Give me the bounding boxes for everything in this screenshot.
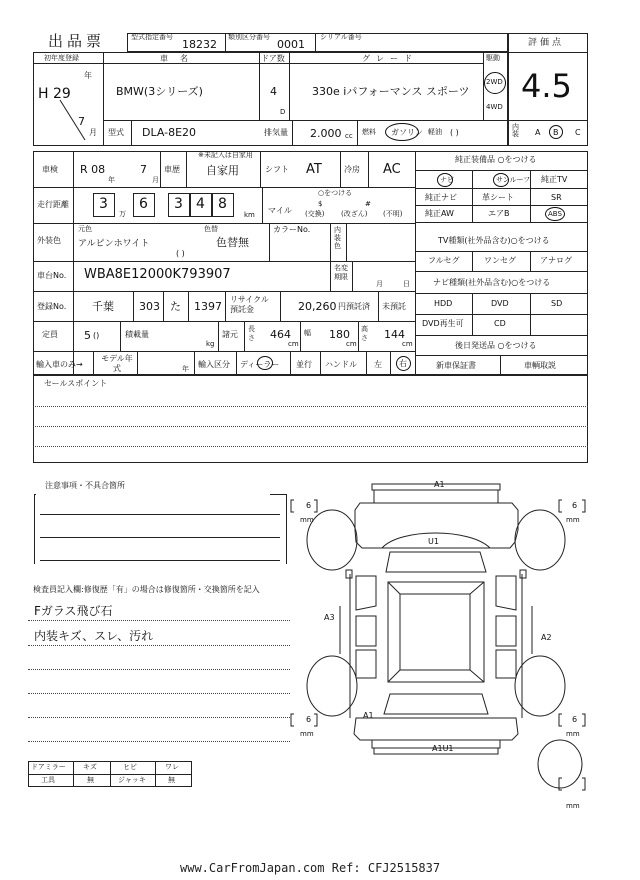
navi-hdd: HDD [434,299,453,308]
tire-rr-mm: mm [566,730,580,738]
fuel-label: 燃料 [362,128,376,136]
usage-note: ※未記入は自家用 [198,151,253,159]
name-change-label: 名変期限 [334,264,348,281]
interior-grade-b: B [553,128,559,137]
mileage-digit-5: 8 [218,196,227,212]
equip-tv: 純正TV [541,175,568,184]
ac: AC [383,162,401,177]
dims-label: 諸元 [222,330,238,339]
equipment-title: 純正装備品 ○をつける [455,155,537,164]
import-dealer: ディーラー [240,360,280,369]
serial-label: シリアル番号 [320,33,362,41]
tv-oneseg: ワンセグ [484,256,516,265]
vin-label: 車台No. [37,271,67,280]
drive-label: 駆動 [486,54,500,62]
len: 464 [270,328,291,341]
legend-scratch: キズ [83,763,97,771]
doors: 4 [270,85,277,98]
notes-label: 注意事項・不具合箇所 [45,481,125,490]
interior-grade-c: C [575,128,581,137]
import-category-label: 輸入区分 [198,360,230,369]
color-original: アルピンホワイト [78,239,150,249]
wid-cm: cm [346,340,357,348]
drive-2wd: 2WD [486,78,503,86]
color-repaint: 色替無 [216,236,249,249]
import-dealer-circle [257,356,273,370]
registration-label: 登録No. [37,302,67,311]
footer-reference: www.CarFromJapan.com Ref: CFJ2515837 [180,861,441,875]
mileage-circle-note: ○をつける [318,189,353,197]
tv-title: TV種類(社外品含む)○をつける [438,236,550,245]
tire-fl-mm: mm [300,516,314,524]
color-repaint-paren: ( ) [176,249,185,258]
mileage-option-mile: マイル [268,206,292,215]
later-warranty: 新車保証書 [436,361,476,370]
first-reg-month-unit: 月 [89,128,97,137]
inspector-label: 検査員記入欄:修復歴「有」の場合は修復箇所・交換箇所を記入 [33,585,260,594]
legend-tools-value: 無 [87,776,94,784]
wid-label: 幅 [304,329,311,337]
mileage-digit-1: 3 [99,196,108,212]
name-change-day: 日 [403,280,410,288]
first-reg-year-unit: 年 [84,71,92,80]
hei: 144 [384,328,405,341]
equip-abs: ABS [548,210,562,218]
navi-title: ナビ種類(社外品含む)○をつける [433,278,551,287]
spare-tire-mm: mm [566,802,580,810]
fuel: ガソリン [391,128,423,137]
car-diagram [290,478,590,808]
doors-suffix: D [280,108,286,116]
damage-windshield-u1: U1 [428,537,439,546]
navi-sd: SD [551,299,563,308]
tire-fr-value: 6 [572,501,578,510]
first-reg-label: 初年度登録 [44,54,79,62]
usage-label: 車歴 [164,165,180,174]
legend-jack: ジャッキ [118,776,146,784]
vin: WBA8E12000K793907 [84,267,231,282]
tire-rl-mm: mm [300,730,314,738]
interior-score-label: 内装 [512,123,519,138]
inspection-month-unit: 月 [152,176,159,184]
car-name: BMW(3シリーズ) [116,85,203,98]
grade-label: グレード [362,54,418,63]
grade: 330e iパフォーマンス スポーツ [312,85,470,98]
shift-label: シフト [265,165,289,174]
tv-analog: アナログ [540,256,572,265]
recycle-amount: 20,260 [298,300,337,313]
oil-label: 軽油 [428,128,442,136]
mileage-option-unknown: (不明) [383,210,403,218]
navi-dvd: DVD [491,299,509,308]
note-line-1: Fガラス飛び石 [34,604,113,618]
hei-cm: cm [402,340,413,348]
handle-left: 左 [374,360,382,369]
car-name-label: 車名 [160,54,200,63]
mileage-man: 万 [119,210,126,218]
tire-rr-value: 6 [572,715,578,724]
mileage-digit-2: 6 [139,196,148,212]
hei-label: 高さ [361,325,368,342]
equip-aw: 純正AW [425,209,454,218]
damage-top-a1: A1 [434,480,445,489]
inspection-month: 7 [140,163,147,176]
navi-dvd-play: DVD再生可 [422,319,464,328]
first-reg-month: 7 [78,115,85,128]
model-year-unit: 年 [182,365,189,373]
mileage-option-exchange: (交換) [305,210,325,218]
displacement-unit: cc [345,132,353,140]
ac-label: 冷房 [344,165,360,174]
mileage-option-tamper: (改ざん) [341,210,368,218]
equip-sr: SR [551,193,562,202]
mileage-digit-4: 4 [196,196,205,212]
mileage-option-altered: # [365,200,371,208]
oil-value: ( ) [450,128,459,137]
registration-area: 千葉 [92,300,114,313]
len-label: 長さ [248,325,255,342]
len-cm: cm [288,340,299,348]
first-reg-era: H 29 [38,86,71,102]
color-no-label: カラーNo. [273,225,311,234]
sales-point-label: セールスポイント [44,379,108,388]
later-title: 後日発送品 ○をつける [455,341,537,350]
legend-tools: 工具 [41,776,55,784]
legend-mirror: ドアミラー [31,763,66,771]
interior-color-label: 内装色 [334,226,341,250]
diagonal-divider [60,100,100,140]
registration-kana: た [170,300,181,313]
tire-fr-mm: mm [566,516,580,524]
score-value: 4.5 [521,67,572,105]
tire-fl-value: 6 [306,501,312,510]
equip-navi: ナビ [440,176,454,184]
registration-number: 1397 [194,300,222,313]
equip-airbag: エアB [488,209,510,218]
damage-rear-left-a1: A1 [363,711,374,720]
mileage-label: 走行距離 [37,200,69,209]
load-label: 積載量 [125,330,149,339]
capacity-unit: () [93,331,100,340]
recycle-suffix: 円預託済 [338,302,370,311]
model-year-label: モデル年式 [101,354,133,373]
type-no: 18232 [182,38,217,51]
class-no: 0001 [277,38,305,51]
displacement-label: 排気量 [264,128,288,137]
import-parallel: 並行 [296,360,312,369]
inspection-value: R 08 [80,163,106,176]
inspection-year-unit: 年 [108,176,115,184]
doors-label: ドア数 [261,54,285,63]
recycle-not-deposit: 未預託 [382,302,406,311]
color-label: 外装色 [37,236,61,245]
capacity-label: 定員 [42,330,58,339]
load-kg: kg [206,340,215,348]
usage: 自家用 [206,164,239,177]
damage-right-a2: A2 [541,633,552,642]
import-label: 輸入車のみ→ [36,360,83,369]
legend-break: ワレ [165,763,179,771]
sales-point-frame [33,375,588,463]
damage-rear-bumper-a1u1: A1U1 [432,744,454,753]
drive-4wd: 4WD [486,103,503,111]
class-no-label: 類別区分番号 [228,33,270,41]
interior-grade-a: A [535,128,541,137]
displacement: 2.000 [310,127,342,140]
recycle-label: リサイクル預託金 [230,295,269,314]
handle-label: ハンドル [325,360,357,369]
navi-cd: CD [494,319,506,328]
wid: 180 [329,328,350,341]
tire-rl-value: 6 [306,715,312,724]
capacity-value: 5 [84,329,91,342]
damage-left-a3: A3 [324,613,335,622]
model: DLA-8E20 [142,126,197,139]
type-no-label: 型式指定番号 [131,33,173,41]
shift: AT [306,162,322,177]
color-original-label: 元色 [78,225,92,233]
inspection-label: 車検 [42,165,58,174]
handle-right: 右 [399,359,407,368]
note-line-2: 内装キズ、スレ、汚れ [34,629,154,643]
legend-jack-value: 無 [168,776,175,784]
color-repaint-label: 色替 [204,225,218,233]
equip-leather: 革シート [482,193,514,202]
model-label: 型式 [108,128,124,137]
form-title: 出品票 [48,32,106,50]
later-manual: 車輌取説 [524,361,556,370]
equip-genuine-navi: 純正ナビ [425,193,457,202]
equip-sunroof: サンルーフ [496,176,531,184]
mileage-digit-3: 3 [174,196,183,212]
registration-class: 303 [139,300,160,313]
score-label: 評価点 [528,38,565,48]
name-change-month: 月 [376,280,383,288]
tv-fullseg: フルセグ [428,256,460,265]
mileage-option-dollar: $ [318,200,323,208]
mileage-unit: km [244,211,255,219]
legend-crack: ヒビ [123,763,137,771]
